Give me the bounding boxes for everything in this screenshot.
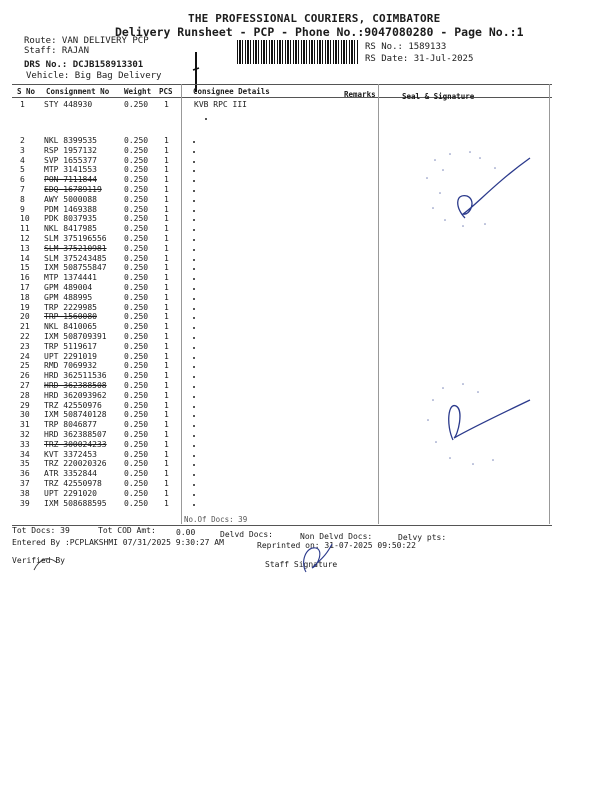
row-pcs: 1 (164, 351, 169, 361)
route-label: Route: VAN DELIVERY PCP (24, 36, 149, 46)
table-top-rule (12, 84, 552, 85)
row-consignment: GPM 489004 (44, 283, 93, 292)
row-weight: 0.250 (124, 381, 149, 390)
row-weight: 0.250 (124, 479, 149, 488)
row-sno: 13 (20, 243, 30, 253)
row-weight: 0.250 (124, 469, 149, 479)
verified-by: Verified By (12, 556, 65, 565)
entered-by: Entered By :PCPLAKSHMI 07/31/2025 9:30:27 AM (12, 538, 224, 547)
row-pcs: 1 (164, 488, 169, 498)
col-consignment: Consignment No (46, 87, 110, 96)
remarks-separator (378, 84, 379, 524)
row-consignee-dot (193, 464, 195, 466)
drs-number: DRS No.: DCJB158913301 (24, 60, 144, 70)
row-sno: 19 (20, 302, 30, 312)
row-sno: 30 (20, 410, 30, 420)
consignee-separator (181, 84, 182, 524)
row-weight: 0.250 (124, 253, 149, 263)
tot-cod-label: Tot COD Amt: (98, 526, 156, 535)
row-sno: 27 (20, 381, 30, 390)
col-seal-signature: Seal & Signature (402, 92, 475, 101)
row-weight: 0.250 (124, 341, 149, 351)
row-weight: 0.250 (124, 214, 149, 224)
row-weight: 0.250 (124, 488, 149, 498)
row-consignee-dot (193, 259, 195, 261)
row-pcs: 1 (164, 341, 169, 351)
verified-mark-icon (30, 552, 60, 574)
row-pcs: 1 (164, 175, 169, 185)
row-weight: 0.250 (124, 361, 149, 371)
row-sno: 37 (20, 479, 30, 488)
row-weight: 0.250 (124, 165, 149, 175)
row-weight: 0.250 (124, 185, 149, 194)
row-consignment: STY 448930 (44, 100, 93, 109)
row-sno: 34 (20, 449, 30, 459)
row-weight: 0.250 (124, 292, 149, 302)
row-pcs: 1 (164, 185, 169, 194)
row-consignee-dot (193, 170, 195, 172)
row-consignee-dot (193, 200, 195, 202)
row-consignment: PDK 8037935 (44, 214, 97, 224)
row-sno: 31 (20, 420, 30, 430)
row-weight: 0.250 (124, 100, 149, 109)
no-of-docs: No.Of Docs: 39 (184, 515, 248, 524)
row-consignment: RMD 7069932 (44, 361, 97, 371)
row-consignment: IXM 508709391 (44, 332, 107, 341)
row-pcs: 1 (164, 243, 169, 253)
row-pcs: 1 (164, 459, 169, 469)
row-pcs: 1 (164, 292, 169, 302)
rs-date: RS Date: 31-Jul-2025 (365, 54, 474, 64)
tot-docs: Tot Docs: 39 (12, 526, 70, 535)
row-consignment: NKL 8417985 (44, 224, 97, 234)
row-consignment: SLM 375243485 (44, 253, 107, 263)
row-pcs: 1 (164, 332, 169, 341)
row-sno: 38 (20, 488, 30, 498)
row-sno: 12 (20, 234, 30, 243)
row-consignee-dot (193, 180, 195, 182)
row-weight: 0.250 (124, 194, 149, 204)
row-weight: 0.250 (124, 273, 149, 283)
row-weight: 0.250 (124, 459, 149, 469)
row-consignment: PDM 1469388 (44, 204, 97, 214)
row-pcs: 1 (164, 224, 169, 234)
row-pcs: 1 (164, 136, 169, 145)
row-consignment: TRP 8046877 (44, 420, 97, 430)
staff-signature-mark-icon (296, 538, 336, 578)
row-consignment: NKL 8399535 (44, 136, 97, 145)
row-sno: 21 (20, 322, 30, 332)
row-consignment: UPT 2291020 (44, 488, 97, 498)
row-sno: 8 (20, 194, 25, 204)
row-consignee-dot (193, 210, 195, 212)
row-sno: 22 (20, 332, 30, 341)
row-pcs: 1 (164, 420, 169, 430)
row-weight: 0.250 (124, 145, 149, 155)
row-sno: 9 (20, 204, 25, 214)
row-weight: 0.250 (124, 302, 149, 312)
company-name: THE PROFESSIONAL COURIERS, COIMBATORE (188, 12, 441, 25)
row-weight: 0.250 (124, 283, 149, 292)
row-consignment: HRD 362093962 (44, 390, 107, 400)
row-pcs: 1 (164, 234, 169, 243)
row-pcs: 1 (164, 400, 169, 410)
col-sno: S No (17, 87, 36, 96)
row-consignee-dot (193, 327, 195, 329)
rs-number: RS No.: 1589133 (365, 42, 447, 52)
row-consignment: ATR 3352844 (44, 469, 97, 479)
row-weight: 0.250 (124, 420, 149, 430)
row-pcs: 1 (164, 449, 169, 459)
row-pcs: 1 (164, 100, 169, 109)
row-pcs: 1 (164, 312, 169, 322)
row-pcs: 1 (164, 390, 169, 400)
row-weight: 0.250 (124, 155, 149, 165)
row-pcs: 1 (164, 361, 169, 371)
row-consignee-dot (193, 494, 195, 496)
row-consignee-dot (193, 406, 195, 408)
row-consignee-dot (193, 435, 195, 437)
row-pcs: 1 (164, 302, 169, 312)
row-pcs: 1 (164, 155, 169, 165)
row-consignment: IXM 508755847 (44, 263, 107, 273)
row-pcs: 1 (164, 371, 169, 381)
row-sno: 23 (20, 341, 30, 351)
row-sno: 36 (20, 469, 30, 479)
row-consignment: HRD 362388508 (44, 381, 107, 390)
non-delvd-docs: Non Delvd Docs: (300, 532, 373, 541)
staff-label: Staff: RAJAN (24, 46, 90, 56)
row-consignee-dot (193, 249, 195, 251)
row-sno: 1 (20, 100, 25, 109)
row-weight: 0.250 (124, 312, 149, 322)
row-sno: 29 (20, 400, 30, 410)
row-consignee-dot (193, 288, 195, 290)
row-weight: 0.250 (124, 439, 149, 449)
col-weight: Weight (124, 87, 152, 96)
row-consignment: TRP 5119617 (44, 341, 97, 351)
row-sno: 5 (20, 165, 25, 175)
row-weight: 0.250 (124, 243, 149, 253)
row-sno: 24 (20, 351, 30, 361)
row-consignee-dot (193, 425, 195, 427)
row-consignment: NKL 8410065 (44, 322, 97, 332)
row-sno: 26 (20, 371, 30, 381)
row-consignee-dot (193, 357, 195, 359)
row-weight: 0.250 (124, 204, 149, 214)
row-consignment: EDQ 16789119 (44, 185, 102, 194)
row-sno: 18 (20, 292, 30, 302)
row-consignment: UPT 2291019 (44, 351, 97, 361)
row-consignee-dot (193, 219, 195, 221)
delivery-signature-1-icon (415, 148, 545, 233)
row-sno: 14 (20, 253, 30, 263)
right-border (549, 84, 550, 524)
row-consignee-dot (193, 268, 195, 270)
row-consignment: SVP 1655377 (44, 155, 97, 165)
row-consignment: SLM 375196556 (44, 234, 107, 243)
row-consignee-dot (193, 455, 195, 457)
row-pcs: 1 (164, 430, 169, 439)
barcode-image (237, 40, 359, 64)
row-pcs: 1 (164, 204, 169, 214)
row-consignee-dot (193, 141, 195, 143)
row-weight: 0.250 (124, 390, 149, 400)
row-consignment: MTP 3141553 (44, 165, 97, 175)
row-consignment: TRP 2229985 (44, 302, 97, 312)
row-consignment: TRZ 42550976 (44, 400, 102, 410)
row-pcs: 1 (164, 283, 169, 292)
row-consignee-dot (193, 504, 195, 506)
row-weight: 0.250 (124, 400, 149, 410)
row-sno: 10 (20, 214, 30, 224)
delvy-pts: Delvy pts: (398, 533, 447, 542)
row-pcs: 1 (164, 469, 169, 479)
row-consignee-dot (193, 474, 195, 476)
row-weight: 0.250 (124, 498, 149, 508)
row-consignment: RSP 1957132 (44, 145, 97, 155)
row-consignee-dot (193, 386, 195, 388)
row-pcs: 1 (164, 381, 169, 390)
row-pcs: 1 (164, 439, 169, 449)
vehicle-label: Vehicle: Big Bag Delivery (26, 71, 162, 81)
row-consignee-dot (193, 239, 195, 241)
row-consignment: IXM 508740128 (44, 410, 107, 420)
row-pcs: 1 (164, 322, 169, 332)
row-consignee-dot (193, 229, 195, 231)
row-weight: 0.250 (124, 136, 149, 145)
row-weight: 0.250 (124, 263, 149, 273)
delvd-docs: Delvd Docs: (220, 530, 273, 539)
row-consignment: HRD 362388507 (44, 430, 107, 439)
row-consignment: TRZ 300024233 (44, 439, 107, 449)
row-consignment: TRZ 42550978 (44, 479, 102, 488)
row-sno: 11 (20, 224, 30, 234)
row-pcs: 1 (164, 410, 169, 420)
row-sno: 20 (20, 312, 30, 322)
row-consignment: KVT 3372453 (44, 449, 97, 459)
row-weight: 0.250 (124, 322, 149, 332)
row-sno: 3 (20, 145, 25, 155)
row-consignee-dot (193, 151, 195, 153)
row-sno: 33 (20, 439, 30, 449)
row-consignee-dot (193, 415, 195, 417)
row-weight: 0.250 (124, 351, 149, 361)
row-consignee-dot (193, 337, 195, 339)
row-pcs: 1 (164, 498, 169, 508)
tot-cod-value: 0.00 (176, 528, 196, 537)
row-consignment: HRD 362511536 (44, 371, 107, 381)
row-sno: 28 (20, 390, 30, 400)
row-sno: 4 (20, 155, 25, 165)
row-weight: 0.250 (124, 175, 149, 185)
row-consignment: MTP 1374441 (44, 273, 97, 283)
row-consignee-dot (193, 376, 195, 378)
row-pcs: 1 (164, 253, 169, 263)
row-sno: 39 (20, 498, 30, 508)
row-consignment: TRP 1560080 (44, 312, 97, 322)
row-consignee-dot (193, 161, 195, 163)
row-weight: 0.250 (124, 371, 149, 381)
footer-top-rule (12, 525, 552, 526)
row-consignee-dot (193, 190, 195, 192)
row-sno: 25 (20, 361, 30, 371)
row-sno: 6 (20, 175, 25, 185)
row-pcs: 1 (164, 194, 169, 204)
row-consignee-dot (193, 484, 195, 486)
row-consignment: PON 7111844 (44, 175, 97, 185)
row-weight: 0.250 (124, 224, 149, 234)
runsheet-title: Delivery Runsheet - PCP - Phone No.:9047080280 - Page No.:1 (115, 25, 524, 39)
row-sno: 16 (20, 273, 30, 283)
row-weight: 0.250 (124, 449, 149, 459)
row-sno: 2 (20, 136, 25, 145)
row-consignment: GPM 488995 (44, 292, 93, 302)
row-weight: 0.250 (124, 430, 149, 439)
col-consignee: Consignee Details (193, 87, 270, 96)
row-consignee: KVB RPC III (194, 100, 247, 109)
delivery-signature-2-icon (418, 380, 548, 470)
row-consignee-dot (193, 308, 195, 310)
row-consignee-dot (193, 347, 195, 349)
row-consignee-dot (193, 298, 195, 300)
row-sno: 32 (20, 430, 30, 439)
row-consignment: SLM 375210981 (44, 243, 107, 253)
row-pcs: 1 (164, 145, 169, 155)
row-consignee-dot (193, 396, 195, 398)
row-weight: 0.250 (124, 332, 149, 341)
row-consignee-dot (193, 366, 195, 368)
consignee-detail-dot (205, 118, 207, 120)
staff-signature: Staff Signature (265, 560, 338, 569)
row-sno: 17 (20, 283, 30, 292)
col-remarks: Remarks (344, 90, 376, 99)
row-weight: 0.250 (124, 234, 149, 243)
reprinted-on: Reprinted on: 31-07-2025 09:50:22 (257, 541, 416, 550)
row-consignee-dot (193, 317, 195, 319)
col-pcs: PCS (159, 87, 173, 96)
row-pcs: 1 (164, 479, 169, 488)
row-pcs: 1 (164, 273, 169, 283)
row-consignee-dot (193, 445, 195, 447)
row-consignment: IXM 508688595 (44, 498, 107, 508)
row-pcs: 1 (164, 263, 169, 273)
row-sno: 35 (20, 459, 30, 469)
row-pcs: 1 (164, 165, 169, 175)
row-pcs: 1 (164, 214, 169, 224)
row-consignment: AWY 5000088 (44, 194, 97, 204)
row-sno: 15 (20, 263, 30, 273)
row-consignee-dot (193, 278, 195, 280)
row-sno: 7 (20, 185, 25, 194)
row-consignment: TRZ 220020326 (44, 459, 107, 469)
row-weight: 0.250 (124, 410, 149, 420)
